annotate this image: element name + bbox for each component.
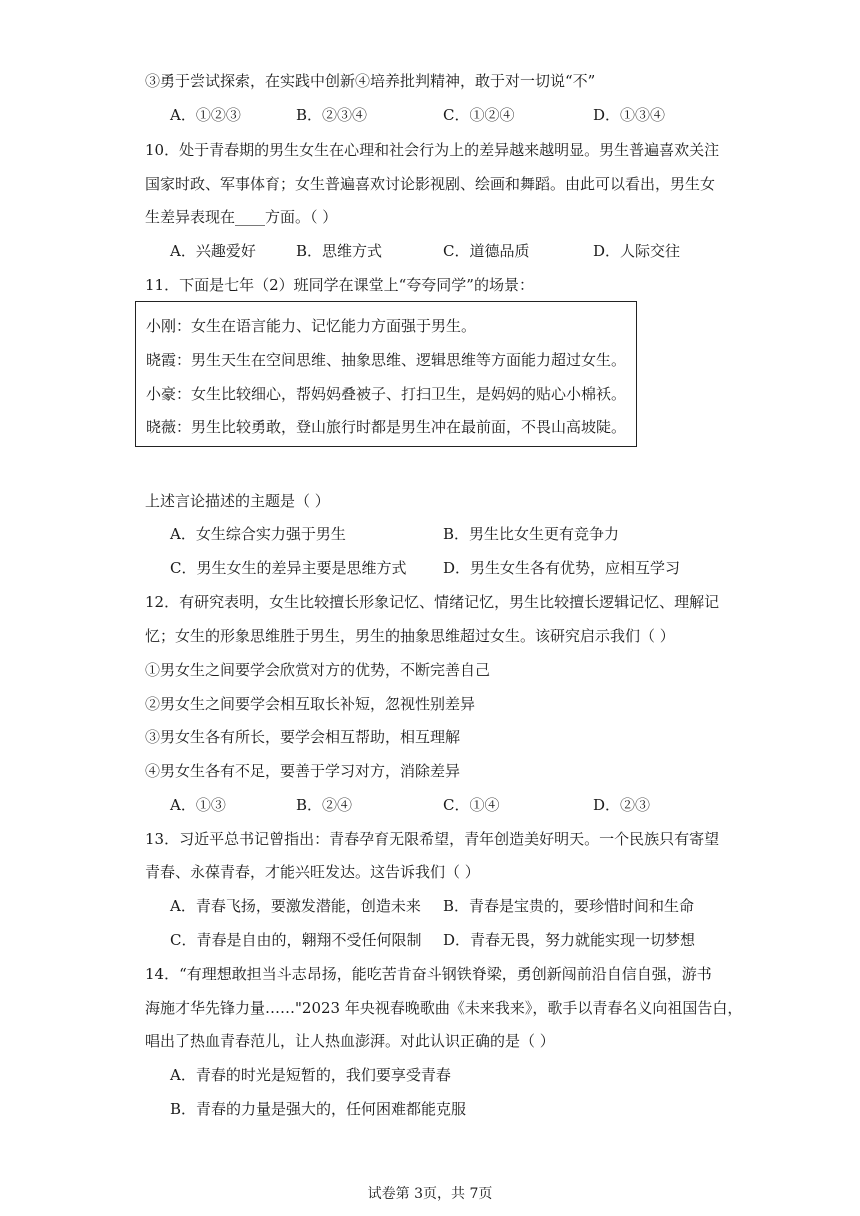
- q10-option-d: D．人际交往: [593, 242, 681, 260]
- q10-stem-line: 生差异表现在____方面。（ ）: [145, 208, 338, 226]
- q11-question: 上述言论描述的主题是（ ）: [145, 492, 330, 510]
- q13-option-a: A．青春飞扬，要激发潜能，创造未来: [170, 897, 421, 915]
- q10-stem-line: 国家时政、军事体育；女生普遍喜欢讨论影视剧、绘画和舞蹈。由此可以看出，男生女: [145, 175, 716, 193]
- q14-stem-line: 14．“有理想敢担当斗志昂扬，能吃苦肯奋斗钢铁脊梁，勇创新闯前沿自信自强，游书: [145, 965, 712, 983]
- q12-item-2: ②男女生之间要学会相互取长补短，忽视性别差异: [145, 695, 476, 713]
- q9-option-c: C．①②④: [443, 106, 515, 124]
- q10-option-c: C．道德品质: [443, 242, 530, 260]
- q10-stem-line: 10．处于青春期的男生女生在心理和社会行为上的差异越来越明显。男生普遍喜欢关注: [145, 141, 720, 159]
- page-footer: 试卷第 3页，共 7页: [367, 1186, 493, 1202]
- q9-option-a: A．①②③: [170, 106, 241, 124]
- q14-option-a: A．青春的时光是短暂的，我们要享受青春: [170, 1066, 451, 1084]
- q12-option-b: B．②④: [296, 796, 353, 814]
- q11-option-a: A．女生综合实力强于男生: [170, 525, 346, 543]
- q12-item-1: ①男女生之间要学会欣赏对方的优势，不断完善自己: [145, 661, 491, 679]
- q12-option-d: D．②③: [593, 796, 651, 814]
- q12-stem-line: 忆；女生的形象思维胜于男生，男生的抽象思维超过女生。该研究启示我们（ ）: [145, 627, 675, 645]
- q10-option-a: A．兴趣爱好: [170, 242, 256, 260]
- q12-item-4: ④男女生各有不足，要善于学习对方，消除差异: [145, 762, 461, 780]
- q10-option-b: B．思维方式: [296, 242, 383, 260]
- q11-option-d: D．男生女生各有优势，应相互学习: [443, 559, 681, 577]
- q12-option-a: A．①③: [170, 796, 226, 814]
- q13-option-d: D．青春无畏，努力就能实现一切梦想: [443, 931, 696, 949]
- q9-option-b: B．②③④: [296, 106, 368, 124]
- q9-item-tail: ③勇于尝试探索，在实践中创新④培养批判精神，敢于对一切说“不”: [145, 72, 596, 90]
- q14-stem-line: 海施才华先锋力量……"2023 年央视春晚歌曲《未来我来》，歌手以青春名义向祖国告白，: [145, 999, 743, 1017]
- q11-option-c: C．男生女生的差异主要是思维方式: [170, 559, 407, 577]
- q12-stem-line: 12．有研究表明，女生比较擅长形象记忆、情绪记忆，男生比较擅长逻辑记忆、理解记: [145, 593, 720, 611]
- q13-option-c: C．青春是自由的，翱翔不受任何限制: [170, 931, 422, 949]
- quote-line-xiaoxia: 晓霞：男生天生在空间思维、抽象思维、逻辑思维等方面能力超过女生。: [146, 351, 627, 369]
- q13-stem-line: 青春、永葆青春，才能兴旺发达。这告诉我们（ ）: [145, 863, 480, 881]
- q14-stem-line: 唱出了热血青春范儿，让人热血澎湃。对此认识正确的是（ ）: [145, 1032, 555, 1050]
- q9-option-d: D．①③④: [593, 106, 666, 124]
- quote-line-xiaohao: 小豪：女生比较细心，帮妈妈叠被子、打扫卫生，是妈妈的贴心小棉袄。: [146, 385, 627, 403]
- q13-stem-line: 13．习近平总书记曾指出：青春孕育无限希望，青年创造美好明天。一个民族只有寄望: [145, 830, 720, 848]
- q12-option-c: C．①④: [443, 796, 500, 814]
- q12-item-3: ③男女生各有所长，要学会相互帮助，相互理解: [145, 728, 461, 746]
- q11-quote-box: [135, 301, 637, 447]
- quote-line-xiaogang: 小刚：女生在语言能力、记忆能力方面强于男生。: [146, 317, 477, 335]
- q13-option-b: B．青春是宝贵的，要珍惜时间和生命: [443, 897, 695, 915]
- quote-line-xiaowei: 晓薇：男生比较勇敢，登山旅行时都是男生冲在最前面，不畏山高坡陡。: [146, 418, 627, 436]
- q14-option-b: B．青春的力量是强大的，任何困难都能克服: [170, 1100, 467, 1118]
- q11-option-b: B．男生比女生更有竞争力: [443, 525, 620, 543]
- q11-stem: 11．下面是七年（2）班同学在课堂上“夸夸同学”的场景：: [145, 276, 534, 294]
